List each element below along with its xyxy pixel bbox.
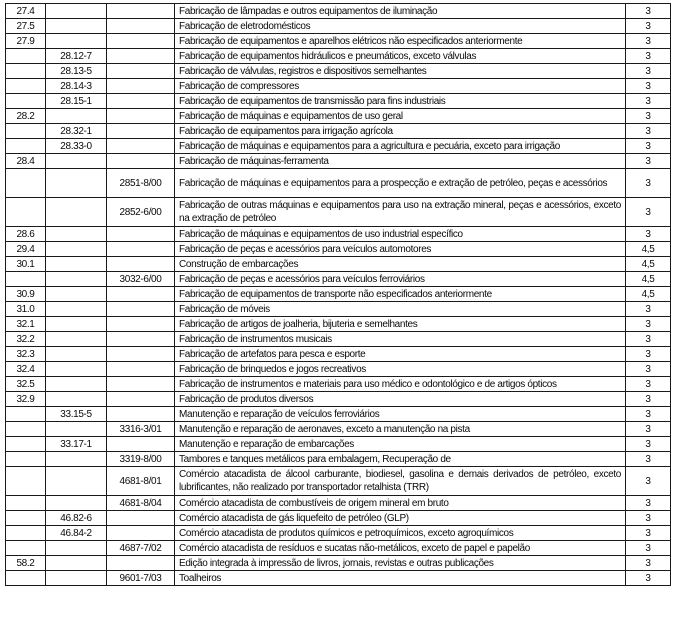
group-code-cell: [6, 407, 46, 422]
group-code-cell: 58.2: [6, 556, 46, 571]
group-code-cell: [6, 49, 46, 64]
group-code-cell: [6, 571, 46, 586]
class-code-cell: [46, 317, 107, 332]
class-code-cell: 46.84-2: [46, 526, 107, 541]
class-code-cell: [46, 34, 107, 49]
description-cell: Comércio atacadista de combustíveis de origem mineral em bruto: [175, 496, 626, 511]
table-row: [6, 109, 671, 124]
group-code-cell: [6, 496, 46, 511]
group-code-cell: 28.6: [6, 227, 46, 242]
rate-cell: 3: [626, 407, 671, 422]
description-cell: Fabricação de equipamentos para irrigação agrícola: [175, 124, 626, 139]
table-row: [6, 511, 671, 526]
description-cell: Manutenção e reparação de aeronaves, exceto a manutenção na pista: [175, 422, 626, 437]
description-cell: Comércio atacadista de álcool carburante, biodiesel, gasolina e demais derivados de petróleo, exceto lubrificantes, não realizado por transportador retalhista (TRR): [175, 467, 626, 496]
rate-cell: 3: [626, 362, 671, 377]
group-code-cell: [6, 124, 46, 139]
description-cell: Fabricação de máquinas e equipamentos para a prospecção e extração de petróleo, peças e acessórios: [175, 169, 626, 198]
group-code-cell: 27.4: [6, 4, 46, 19]
group-code-cell: 28.4: [6, 154, 46, 169]
description-cell: Fabricação de equipamentos de transmissão para fins industriais: [175, 94, 626, 109]
class-code-cell: [46, 109, 107, 124]
table-row: [6, 227, 671, 242]
group-code-cell: 32.4: [6, 362, 46, 377]
description-cell: Construção de embarcações: [175, 257, 626, 272]
table-row: [6, 287, 671, 302]
description-cell: Fabricação de instrumentos e materiais para uso médico e odontológico e de artigos ópticos: [175, 377, 626, 392]
table-row: [6, 64, 671, 79]
subclass-code-cell: [107, 79, 175, 94]
subclass-code-cell: [107, 347, 175, 362]
class-code-cell: [46, 467, 107, 496]
subclass-code-cell: [107, 392, 175, 407]
subclass-code-cell: 4681-8/04: [107, 496, 175, 511]
description-cell: Toalheiros: [175, 571, 626, 586]
table-row: [6, 392, 671, 407]
table-row: [6, 362, 671, 377]
group-code-cell: [6, 467, 46, 496]
rate-cell: 3: [626, 139, 671, 154]
description-cell: Fabricação de artefatos para pesca e esporte: [175, 347, 626, 362]
class-code-cell: [46, 257, 107, 272]
table-row: [6, 556, 671, 571]
subclass-code-cell: [107, 4, 175, 19]
table-row: [6, 272, 671, 287]
table-row: [6, 467, 671, 496]
table-row: [6, 257, 671, 272]
subclass-code-cell: [107, 362, 175, 377]
class-code-cell: [46, 154, 107, 169]
group-code-cell: [6, 437, 46, 452]
subclass-code-cell: [107, 154, 175, 169]
table-row: [6, 437, 671, 452]
description-cell: Fabricação de eletrodomésticos: [175, 19, 626, 34]
group-code-cell: 30.9: [6, 287, 46, 302]
description-cell: Fabricação de peças e acessórios para veículos automotores: [175, 242, 626, 257]
description-cell: Fabricação de móveis: [175, 302, 626, 317]
description-cell: Fabricação de brinquedos e jogos recreativos: [175, 362, 626, 377]
table-row: [6, 317, 671, 332]
description-cell: Fabricação de peças e acessórios para veículos ferroviários: [175, 272, 626, 287]
rate-cell: 3: [626, 556, 671, 571]
class-code-cell: 46.82-6: [46, 511, 107, 526]
group-code-cell: 32.1: [6, 317, 46, 332]
subclass-code-cell: 2851-8/00: [107, 169, 175, 198]
subclass-code-cell: [107, 257, 175, 272]
table-row: [6, 452, 671, 467]
table-row: [6, 19, 671, 34]
group-code-cell: 28.2: [6, 109, 46, 124]
subclass-code-cell: 3316-3/01: [107, 422, 175, 437]
rate-cell: 3: [626, 332, 671, 347]
rate-cell: 3: [626, 541, 671, 556]
group-code-cell: [6, 422, 46, 437]
subclass-code-cell: [107, 139, 175, 154]
table-row: [6, 169, 671, 198]
rate-cell: 3: [626, 64, 671, 79]
table-row: [6, 49, 671, 64]
rate-cell: 4,5: [626, 287, 671, 302]
subclass-code-cell: [107, 19, 175, 34]
table-row: [6, 377, 671, 392]
description-cell: Comércio atacadista de resíduos e sucatas não-metálicos, exceto de papel e papelão: [175, 541, 626, 556]
group-code-cell: [6, 198, 46, 227]
subclass-code-cell: [107, 287, 175, 302]
table-row: [6, 541, 671, 556]
rate-cell: 3: [626, 109, 671, 124]
rate-cell: 3: [626, 94, 671, 109]
class-code-cell: 28.15-1: [46, 94, 107, 109]
subclass-code-cell: [107, 124, 175, 139]
description-cell: Fabricação de produtos diversos: [175, 392, 626, 407]
description-cell: Fabricação de outras máquinas e equipamentos para uso na extração mineral, peças e acessórios, exceto na extração de petróleo: [175, 198, 626, 227]
group-code-cell: 32.5: [6, 377, 46, 392]
description-cell: Fabricação de máquinas e equipamentos de uso geral: [175, 109, 626, 124]
class-code-cell: [46, 541, 107, 556]
rate-cell: 3: [626, 169, 671, 198]
subclass-code-cell: [107, 317, 175, 332]
group-code-cell: [6, 169, 46, 198]
description-cell: Comércio atacadista de gás liquefeito de petróleo (GLP): [175, 511, 626, 526]
rate-cell: 3: [626, 496, 671, 511]
group-code-cell: [6, 452, 46, 467]
class-code-cell: [46, 287, 107, 302]
rate-cell: 3: [626, 422, 671, 437]
rate-cell: 3: [626, 347, 671, 362]
group-code-cell: [6, 64, 46, 79]
group-code-cell: [6, 79, 46, 94]
class-code-cell: [46, 242, 107, 257]
subclass-code-cell: [107, 556, 175, 571]
rate-cell: 3: [626, 467, 671, 496]
class-code-cell: [46, 198, 107, 227]
table-row: [6, 94, 671, 109]
rate-cell: 4,5: [626, 242, 671, 257]
subclass-code-cell: 2852-6/00: [107, 198, 175, 227]
subclass-code-cell: [107, 437, 175, 452]
rate-cell: 4,5: [626, 272, 671, 287]
group-code-cell: [6, 511, 46, 526]
subclass-code-cell: 9601-7/03: [107, 571, 175, 586]
rate-cell: 3: [626, 49, 671, 64]
class-code-cell: 28.13-5: [46, 64, 107, 79]
class-code-cell: [46, 169, 107, 198]
table-row: [6, 407, 671, 422]
description-cell: Fabricação de compressores: [175, 79, 626, 94]
subclass-code-cell: [107, 64, 175, 79]
group-code-cell: [6, 94, 46, 109]
description-cell: Fabricação de máquinas e equipamentos para a agricultura e pecuária, exceto para irrigação: [175, 139, 626, 154]
group-code-cell: 32.3: [6, 347, 46, 362]
class-code-cell: [46, 302, 107, 317]
rate-cell: 3: [626, 526, 671, 541]
class-code-cell: [46, 496, 107, 511]
subclass-code-cell: [107, 302, 175, 317]
group-code-cell: 32.9: [6, 392, 46, 407]
description-cell: Fabricação de máquinas e equipamentos de uso industrial específico: [175, 227, 626, 242]
subclass-code-cell: [107, 511, 175, 526]
group-code-cell: [6, 139, 46, 154]
description-cell: Tambores e tanques metálicos para embalagem, Recuperação de: [175, 452, 626, 467]
table-row: [6, 79, 671, 94]
subclass-code-cell: [107, 407, 175, 422]
rate-cell: 3: [626, 19, 671, 34]
rate-cell: 3: [626, 317, 671, 332]
group-code-cell: 31.0: [6, 302, 46, 317]
description-cell: Manutenção e reparação de embarcações: [175, 437, 626, 452]
rate-cell: 3: [626, 4, 671, 19]
table-row: [6, 139, 671, 154]
class-code-cell: [46, 452, 107, 467]
group-code-cell: 27.5: [6, 19, 46, 34]
class-code-cell: [46, 347, 107, 362]
rate-cell: 3: [626, 124, 671, 139]
group-code-cell: [6, 272, 46, 287]
description-cell: Fabricação de artigos de joalheria, bijuteria e semelhantes: [175, 317, 626, 332]
rate-cell: 3: [626, 392, 671, 407]
subclass-code-cell: [107, 332, 175, 347]
subclass-code-cell: 4687-7/02: [107, 541, 175, 556]
subclass-code-cell: [107, 109, 175, 124]
table-row: [6, 347, 671, 362]
table-row: [6, 332, 671, 347]
table-body: [6, 4, 671, 586]
subclass-code-cell: 3319-8/00: [107, 452, 175, 467]
description-cell: Manutenção e reparação de veículos ferroviários: [175, 407, 626, 422]
class-code-cell: [46, 272, 107, 287]
description-cell: Fabricação de instrumentos musicais: [175, 332, 626, 347]
class-code-cell: 33.17-1: [46, 437, 107, 452]
rate-cell: 3: [626, 154, 671, 169]
class-code-cell: [46, 422, 107, 437]
rate-cell: 3: [626, 302, 671, 317]
subclass-code-cell: [107, 526, 175, 541]
class-code-cell: [46, 332, 107, 347]
subclass-code-cell: [107, 242, 175, 257]
group-code-cell: [6, 526, 46, 541]
group-code-cell: 30.1: [6, 257, 46, 272]
class-code-cell: [46, 362, 107, 377]
class-code-cell: [46, 4, 107, 19]
class-code-cell: 28.32-1: [46, 124, 107, 139]
subclass-code-cell: [107, 49, 175, 64]
table-row: [6, 302, 671, 317]
rate-cell: 3: [626, 227, 671, 242]
subclass-code-cell: 4681-8/01: [107, 467, 175, 496]
rate-cell: 4,5: [626, 257, 671, 272]
rate-cell: 3: [626, 79, 671, 94]
class-code-cell: [46, 377, 107, 392]
subclass-code-cell: [107, 377, 175, 392]
rate-cell: 3: [626, 452, 671, 467]
table-row: [6, 154, 671, 169]
group-code-cell: 27.9: [6, 34, 46, 49]
description-cell: Fabricação de válvulas, registros e dispositivos semelhantes: [175, 64, 626, 79]
group-code-cell: 29.4: [6, 242, 46, 257]
rate-cell: 3: [626, 377, 671, 392]
description-cell: Fabricação de máquinas-ferramenta: [175, 154, 626, 169]
table-row: [6, 124, 671, 139]
class-code-cell: [46, 392, 107, 407]
description-cell: Comércio atacadista de produtos químicos e petroquímicos, exceto agroquímicos: [175, 526, 626, 541]
class-code-cell: 28.14-3: [46, 79, 107, 94]
subclass-code-cell: 3032-6/00: [107, 272, 175, 287]
table-row: [6, 496, 671, 511]
description-cell: Fabricação de equipamentos de transporte não especificados anteriormente: [175, 287, 626, 302]
class-code-cell: 33.15-5: [46, 407, 107, 422]
class-code-cell: [46, 227, 107, 242]
subclass-code-cell: [107, 227, 175, 242]
table-row: [6, 4, 671, 19]
rate-cell: 3: [626, 437, 671, 452]
description-cell: Fabricação de equipamentos e aparelhos elétricos não especificados anteriormente: [175, 34, 626, 49]
rate-cell: 3: [626, 571, 671, 586]
rate-cell: 3: [626, 34, 671, 49]
rate-cell: 3: [626, 511, 671, 526]
group-code-cell: 32.2: [6, 332, 46, 347]
description-cell: Edição integrada à impressão de livros, jornais, revistas e outras publicações: [175, 556, 626, 571]
table-row: [6, 526, 671, 541]
subclass-code-cell: [107, 34, 175, 49]
rate-cell: 3: [626, 198, 671, 227]
class-code-cell: 28.12-7: [46, 49, 107, 64]
table-row: [6, 571, 671, 586]
cnae-rate-table: [5, 3, 671, 586]
table-row: [6, 422, 671, 437]
group-code-cell: [6, 541, 46, 556]
class-code-cell: [46, 556, 107, 571]
subclass-code-cell: [107, 94, 175, 109]
table-row: [6, 34, 671, 49]
description-cell: Fabricação de equipamentos hidráulicos e pneumáticos, exceto válvulas: [175, 49, 626, 64]
table-row: [6, 242, 671, 257]
table-row: [6, 198, 671, 227]
class-code-cell: 28.33-0: [46, 139, 107, 154]
class-code-cell: [46, 571, 107, 586]
class-code-cell: [46, 19, 107, 34]
description-cell: Fabricação de lâmpadas e outros equipamentos de iluminação: [175, 4, 626, 19]
